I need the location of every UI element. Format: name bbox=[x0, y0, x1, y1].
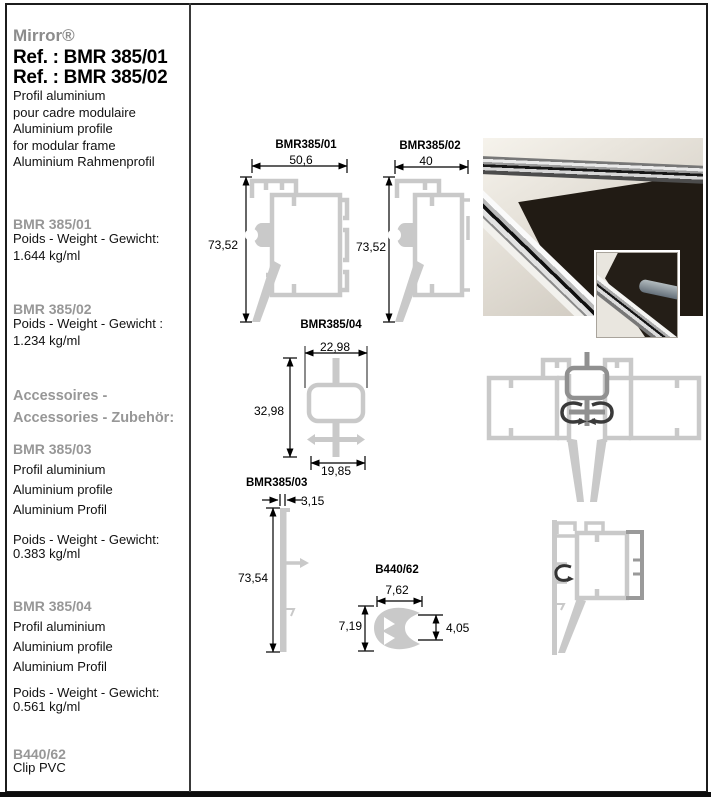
weight-label: Poids - Weight - Gewicht: bbox=[13, 685, 160, 700]
b44062-clip-drawing bbox=[356, 594, 446, 658]
accessories-heading bbox=[13, 386, 174, 429]
desc-fr-1: Profil aluminium bbox=[13, 88, 106, 103]
desc-fr: Profil aluminium bbox=[13, 462, 106, 477]
dim-b44062-width: 7,62 bbox=[385, 583, 409, 597]
weight-value: 0.561 kg/ml bbox=[13, 698, 81, 714]
section-bmr38504-weight bbox=[13, 686, 159, 713]
dim-b44062-height-right: 4,05 bbox=[446, 621, 470, 635]
column-divider bbox=[189, 3, 191, 793]
ref-line-1: Ref. : BMR 385/01 bbox=[13, 47, 168, 68]
desc-fr-2: pour cadre modulaire bbox=[13, 104, 136, 120]
product-refs bbox=[13, 48, 167, 87]
weight-label: Poids - Weight - Gewicht: bbox=[13, 231, 160, 246]
desc-en: Aluminium profile bbox=[13, 482, 113, 497]
desc-de-1: Aluminium Rahmenprofil bbox=[13, 154, 155, 170]
weight-label: Poids - Weight - Gewicht: bbox=[13, 532, 160, 547]
bottom-rule bbox=[0, 792, 711, 797]
section-bmr38503-weight bbox=[13, 533, 159, 560]
dim-bmr38503-height: 73,54 bbox=[237, 571, 268, 585]
section-bmr38504-heading: BMR 385/04 bbox=[13, 598, 92, 614]
drawing-bmr38502-label: BMR385/02 bbox=[399, 140, 461, 152]
dim-bmr38504-top-width: 22,98 bbox=[319, 340, 351, 354]
desc-de: Aluminium Profil bbox=[13, 659, 107, 674]
accessories-line-1: Accessoires - bbox=[13, 388, 108, 404]
drawing-bmr38504-label: BMR385/04 bbox=[300, 319, 362, 331]
drawing-bmr38503-label: BMR385/03 bbox=[246, 477, 308, 489]
desc-en-2: for modular frame bbox=[13, 137, 116, 153]
desc-fr: Profil aluminium bbox=[13, 619, 106, 634]
desc-en: Aluminium profile bbox=[13, 639, 113, 654]
dim-bmr38502-width: 40 bbox=[419, 154, 433, 168]
dim-bmr38502-height: 73,52 bbox=[355, 240, 386, 254]
bmr38502-profile-drawing bbox=[382, 154, 474, 326]
section-bmr38501-heading: BMR 385/01 bbox=[13, 216, 92, 232]
section-bmr38502-heading: BMR 385/02 bbox=[13, 301, 92, 317]
desc-de: Aluminium Profil bbox=[13, 502, 107, 517]
frame-corner-photo-inset bbox=[596, 252, 678, 338]
desc-en-1: Aluminium profile bbox=[13, 121, 113, 137]
section-b44062-desc: Clip PVC bbox=[13, 760, 66, 775]
section-bmr38504-desc bbox=[13, 617, 113, 677]
bmr38501-profile-drawing bbox=[238, 154, 354, 326]
product-description bbox=[13, 88, 155, 171]
assembly-joint-drawing bbox=[485, 348, 703, 508]
section-bmr38501-weight bbox=[13, 231, 159, 264]
drawing-bmr38501-label: BMR385/01 bbox=[275, 139, 337, 151]
weight-value: 0.383 kg/ml bbox=[13, 545, 81, 561]
section-bmr38502-weight bbox=[13, 316, 163, 349]
dim-b44062-height-left: 7,19 bbox=[338, 619, 362, 633]
section-bmr38503-desc bbox=[13, 460, 113, 520]
accessories-line-2: Accessories - Zubehör: bbox=[13, 409, 175, 426]
assembly-clip-drawing bbox=[548, 516, 648, 660]
weight-value: 1.644 kg/ml bbox=[13, 247, 81, 263]
weight-value: 1.234 kg/ml bbox=[13, 332, 81, 348]
bmr38503-profile-drawing bbox=[256, 490, 325, 660]
bmr38504-profile-drawing bbox=[283, 346, 383, 482]
dim-bmr38501-width: 50,6 bbox=[289, 153, 313, 167]
dim-bmr38504-bottom-width: 19,85 bbox=[320, 464, 352, 478]
drawing-b44062-label: B440/62 bbox=[375, 564, 419, 576]
dim-bmr38504-height: 32,98 bbox=[253, 404, 284, 418]
ref-line-2: Ref. : BMR 385/02 bbox=[13, 66, 168, 88]
section-bmr38503-heading: BMR 385/03 bbox=[13, 441, 92, 457]
dim-bmr38501-height: 73,52 bbox=[207, 238, 238, 252]
brand-title: Mirror® bbox=[13, 26, 75, 45]
section-b44062-heading: B440/62 bbox=[13, 746, 66, 762]
weight-label: Poids - Weight - Gewicht : bbox=[13, 316, 164, 331]
dim-bmr38503-width: 3,15 bbox=[301, 494, 325, 508]
